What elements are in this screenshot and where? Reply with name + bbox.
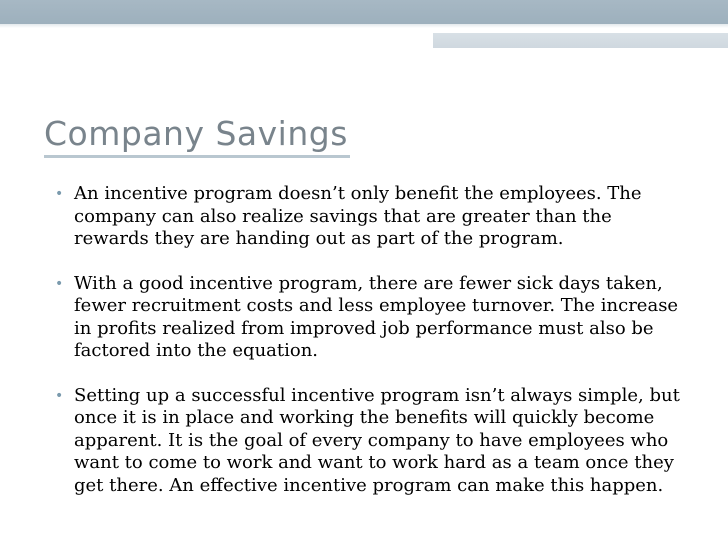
bullet-item xyxy=(52,183,692,251)
slide-title: Company Savings xyxy=(44,114,348,153)
bullet-dot-icon: • xyxy=(55,186,64,202)
bullet-item xyxy=(52,273,692,363)
bullet-text: Setting up a successful incentive program isn’t always simple, but once it is in place and working the benefits will quickly become apparent. It is the goal of every company to have employees who want to come to work and want to work hard as a team once they get there. An effective incentive program can make this happen. xyxy=(74,384,680,496)
title-underline xyxy=(44,155,350,158)
top-decorative-band xyxy=(0,0,728,24)
bullet-dot-icon: • xyxy=(55,387,64,404)
accent-bar xyxy=(433,33,728,48)
bullet-list xyxy=(52,183,692,519)
bullet-item xyxy=(52,385,692,498)
bullet-text: An incentive program doesn’t only benefit the employees. The company can also realize savings that are greater than the rewards they are handing out as part of the program. xyxy=(74,183,642,249)
top-band-shadow xyxy=(0,24,728,28)
bullet-dot-icon: • xyxy=(55,275,64,292)
bullet-text: With a good incentive program, there are fewer sick days taken, fewer recruitment costs and less employee turnover. The increase in profits realized from improved job performance must also be factored into the equation. xyxy=(74,272,679,361)
